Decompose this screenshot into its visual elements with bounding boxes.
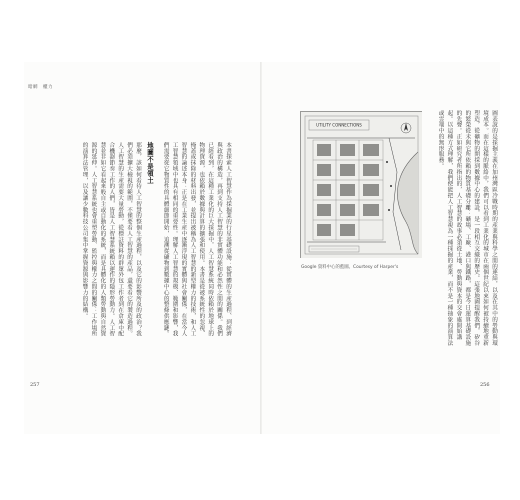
blueprint-figure [300,111,422,258]
map-title: UTILITY CONNECTIONS [316,122,362,128]
right-page-paragraph: 圖表說的是採掘主義在加州灣區冷戰時期的產業與科學之間的連結，以及在其中的勞動與環境成本。而在這樣的脈絡中，我們可以看到工業化的城市在兩個世紀以來如何被持續地重新塑造，從礦物的開採到數據中心的建設，是一段相互交織的歷史。這張地圖提醒我們，矽谷的繁榮從未與它所依賴的物質基礎分離：礦場、工廠、港口與鐵路，都是今日運算基礎設施的先聲。正如研究者所指出的，人工智慧的故事必須從土地、勞動與資本的交會處開始講起。以這種方式理解，我們便能把人工智慧視為一種採掘的產業，而不是一種抽象的演算法或雲端中的無形服務。 [437,110,497,346]
left-body-paragraph: 那麼，該如何看待人工智慧的整個生產過程，以及它的影響所及的政治？我們必須擴大檢視的範圍，不僅要看人工智慧的產品，還要看它的製造過程。人工智慧的生產需要大量勞動，從標註資料的群眾外包工作者到在倉庫中配合機器節奏工作的人們，皆是人工智慧系統賴以運作的隱形勞動力。人工智慧並非如它看起來般自主或自動化的系統，而是具體化的人類勞動與自然資源的延伸。人工智慧系統也會重塑勞動、監控與權力之間的關係：工作場所的演算法管理，以及讓少數科技公司集中掌握資源與影響力的結構。 [81,142,141,337]
running-head: 暗網 權力 [28,85,53,90]
blueprint-map-image [301,112,422,258]
left-intro-paragraph: 本書探索人工智慧作為採掘業的行星基礎設施：從實體的生產過程、到經濟與政治的構造，再到支持人工智慧的非實體功能和必然性之間的關係。我們已經看到，在這種工業化的巨大採掘中，人工智慧系統同時依賴於地球上的物理資源，也依賴於數據與計算的擴張和使用。本書是從被系統性的忽視、掩蓋或抹除的材料出發，並提出被稱為人工智慧的新型權力的技術，和人工智慧的論述本身：正是在工業生產中逐漸浮現的實體與社會關係，在當今人工智慧領域中也具有相同的重要性。理解人工智慧的規模、範圍和影響，我們需要從它物質性的具體細節開始，追溯從礦物到數據中心的整條供應鏈。 [162,142,231,337]
page-number-right: 256 [480,382,490,388]
page-number-left: 257 [30,382,40,388]
section-title: 地圖不是領土 [146,142,154,184]
figure-caption: Google 資料中心的藍圖。Courtesy of Harper's [301,265,399,270]
